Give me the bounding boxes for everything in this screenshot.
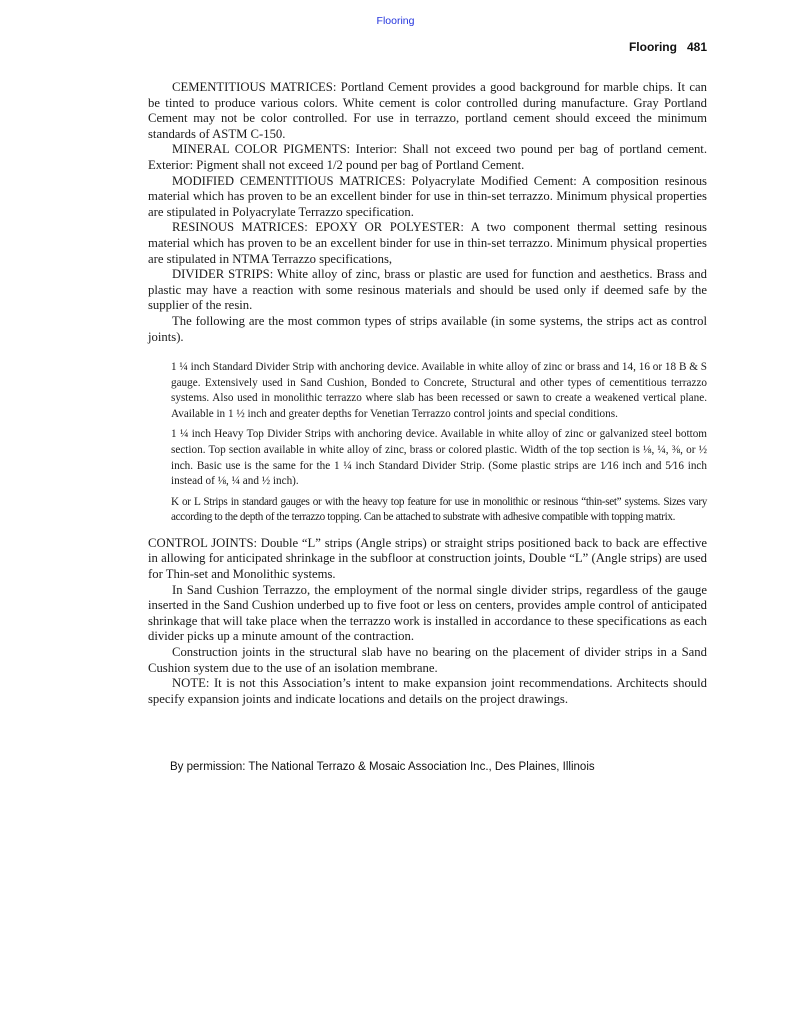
paragraph-note: NOTE: It is not this Association’s intent to make expansion joint recommendations. Architects should specify expansion joints and indicate locations and details on the project drawings.	[148, 676, 707, 706]
paragraph-strip-types-intro: The following are the most common types of strips available (in some systems, the strips act as control joints).	[148, 313, 707, 344]
joints-section	[148, 536, 707, 708]
paragraph-mineral-color-pigments: MINERAL COLOR PIGMENTS: Interior: Shall not exceed two pound per bag of portland cement. Exterior: Pigment shall not exceed 1/2 pound per bag of Portland Cement.	[148, 142, 707, 172]
paragraph-cementitious-matrices: CEMENTITIOUS MATRICES: Portland Cement provides a good background for marble chips. It can be tinted to produce various colors. White cement is color controlled during manufacture. Gray Portland Cement may not be color controlled. For use in terrazzo, portland cement should exceed the minimum standards of ASTM C-150.	[148, 80, 707, 141]
list-item-standard-divider-strip: 1 ¼ inch Standard Divider Strip with anchoring device. Available in white alloy of zinc or brass and 14, 16 or 18 B & S gauge. Extensively used in Sand Cushion, Bonded to Concrete, Structural and other types of cementitious terrazzo systems. Also used in monolithic terrazzo where slab has been recessed or sawn to create a weakened vertical plane. Available in 1 ½ inch and greater depths for Venetian Terrazzo control joints and special conditions.	[171, 361, 707, 420]
permission-credit: By permission: The National Terrazo & Mosaic Association Inc., Des Plaines, Illinois	[170, 761, 595, 773]
running-head	[629, 40, 707, 54]
paragraph-sand-cushion: In Sand Cushion Terrazzo, the employment of the normal single divider strips, regardless of the gauge inserted in the Sand Cushion underbed up to five foot or less on centers, provides ample control of anticipated shrinkage that will take place when the terrazzo work is installed in accordance to these specifications as each divider picks up a minute amount of the contraction.	[148, 582, 707, 644]
page-number: 481	[686, 40, 707, 54]
paragraph-control-joints: CONTROL JOINTS: Double “L” strips (Angle strips) or straight strips positioned back to back are effective in allowing for anticipated shrinkage in the subfloor at construction joints, Double “L” (Angle strips) are used for Thin-set and Monolithic systems.	[148, 535, 707, 582]
paragraph-divider-strips: DIVIDER STRIPS: White alloy of zinc, brass or plastic are used for function and aesthetics. Brass and plastic may have a reaction with some resinous materials and should be used only if deemed safe by the supplier of the resin.	[148, 267, 707, 313]
strip-types-list	[171, 360, 707, 526]
running-title: Flooring	[628, 40, 677, 54]
paragraph-resinous-matrices: RESINOUS MATRICES: EPOXY OR POLYESTER: A two component thermal setting resinous material which has proven to be an excellent binder for use in thin-set terrazzo. Minimum physical properties are stipulated in NTMA Terrazzo specifications,	[148, 220, 707, 266]
flooring-link[interactable]: Flooring	[376, 15, 415, 27]
paragraph-construction-joints: Construction joints in the structural slab have no bearing on the placement of divider strips in a Sand Cushion system due to the use of an isolation membrane.	[148, 645, 707, 675]
list-item-heavy-top-divider-strip: 1 ¼ inch Heavy Top Divider Strips with anchoring device. Available in white alloy of zinc or galvanized steel bottom section. Top section available in white alloy of zinc, brass or colored plastic. Width of the top section is ⅛, ¼, ⅜, or ½ inch. Basic use is the same for the 1 ¼ inch Standard Divider Strip. (Some plastic strips are 1⁄16 inch and 5⁄16 inch instead of ⅛, ¼ and ½ inch).	[171, 428, 707, 488]
list-item-k-or-l-strips: K or L Strips in standard gauges or with the heavy top feature for use in monolithic or resinous “thin-set” systems. Sizes vary according to the depth of the terrazzo topping. Can be attached to substrate with adhesive compatible with topping matrix.	[171, 495, 707, 524]
paragraph-modified-cementitious: MODIFIED CEMENTITIOUS MATRICES: Polyacrylate Modified Cement: A composition resinous material which has proven to be an excellent binder for use in thin-set terrazzo. Minimum physical properties are stipulated in Polyacrylate Terrazzo specification.	[148, 173, 707, 219]
page-body	[148, 80, 707, 707]
